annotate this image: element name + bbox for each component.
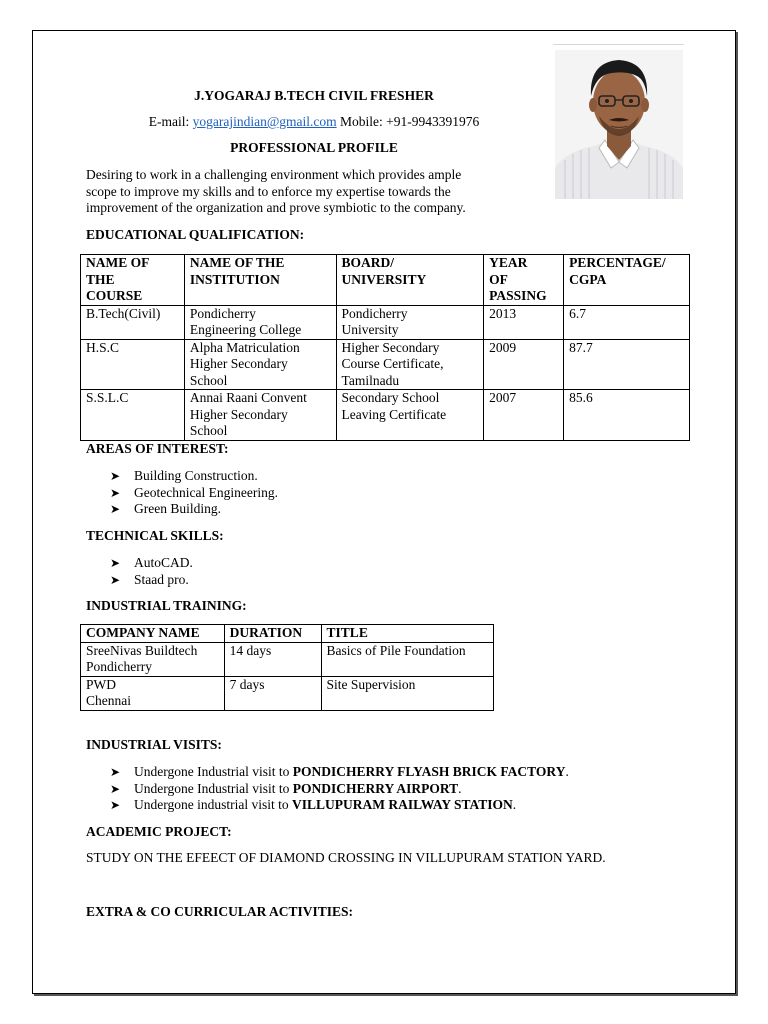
column-header: TITLE xyxy=(321,625,493,643)
table-row xyxy=(81,305,690,339)
table-row xyxy=(81,642,494,676)
photo-top-rule xyxy=(553,44,684,45)
profile-text-line: scope to improve my skills and to enforce my expertise towards the xyxy=(86,183,451,199)
profile-text-line: improvement of the organization and prove symbiotic to the company. xyxy=(86,200,466,215)
table-cell: S.S.L.C xyxy=(81,390,185,441)
list-item: ➤ Undergone Industrial visit to PONDICHERRY FLYASH BRICK FACTORY. xyxy=(110,764,569,779)
list-item: ➤ Green Building. xyxy=(110,501,221,516)
table-cell: Secondary School Leaving Certificate xyxy=(336,390,484,441)
table-cell: Site Supervision xyxy=(321,676,493,710)
skills-list xyxy=(110,555,193,588)
project-heading: ACADEMIC PROJECT: xyxy=(86,824,232,839)
table-cell: Alpha Matriculation Higher Secondary School xyxy=(184,339,336,390)
visits-list xyxy=(110,764,569,814)
list-item: ➤ Undergone Industrial visit to PONDICHERRY AIRPORT. xyxy=(110,780,462,796)
column-header: NAME OF THE INSTITUTION xyxy=(184,255,336,306)
list-item: ➤ AutoCAD. xyxy=(110,555,193,570)
training-heading: INDUSTRIAL TRAINING: xyxy=(86,598,247,613)
column-header: DURATION xyxy=(224,625,321,643)
profile-text xyxy=(86,167,546,217)
table-cell: 85.6 xyxy=(564,390,690,441)
table-cell: Pondicherry Engineering College xyxy=(184,305,336,339)
arrow-bullet-icon: ➤ xyxy=(110,798,121,812)
interests-list xyxy=(110,468,278,518)
table-cell: Annai Raani Convent Higher Secondary School xyxy=(184,390,336,441)
email-link[interactable]: yogarajindian@gmail.com xyxy=(192,114,337,129)
training-table xyxy=(80,624,494,711)
table-cell: 14 days xyxy=(224,642,321,676)
arrow-bullet-icon: ➤ xyxy=(110,502,121,516)
extra-heading: EXTRA & CO CURRICULAR ACTIVITIES: xyxy=(86,904,354,919)
column-header: BOARD/ UNIVERSITY xyxy=(336,255,484,306)
arrow-bullet-icon: ➤ xyxy=(110,469,121,483)
table-row xyxy=(81,339,690,390)
profile-photo xyxy=(555,50,683,199)
list-item: ➤ Staad pro. xyxy=(110,571,189,587)
education-heading: EDUCATIONAL QUALIFICATION: xyxy=(86,227,305,242)
email-label: E-mail: xyxy=(148,114,190,129)
arrow-bullet-icon: ➤ xyxy=(110,765,121,779)
table-cell: 6.7 xyxy=(564,305,690,339)
table-row xyxy=(81,676,494,710)
table-cell: 7 days xyxy=(224,676,321,710)
skills-heading: TECHNICAL SKILLS: xyxy=(86,528,224,543)
contact-line xyxy=(86,114,542,131)
table-cell: Basics of Pile Foundation xyxy=(321,642,493,676)
table-cell: Higher Secondary Course Certificate, Tamilnadu xyxy=(336,339,484,390)
table-cell: Pondicherry University xyxy=(336,305,484,339)
table-cell: 2013 xyxy=(484,305,564,339)
name-title: J.YOGARAJ B.TECH CIVIL FRESHER xyxy=(194,88,434,103)
column-header: NAME OF THE COURSE xyxy=(81,255,185,306)
table-cell: 2007 xyxy=(484,390,564,441)
column-header: PERCENTAGE/ CGPA xyxy=(564,255,690,306)
list-item: ➤ Undergone industrial visit to VILLUPURAM RAILWAY STATION. xyxy=(110,797,517,812)
table-cell: H.S.C xyxy=(81,339,185,390)
profile-text-line: Desiring to work in a challenging environment which provides ample xyxy=(86,167,462,182)
mobile-number: Mobile: +91-9943391976 xyxy=(340,114,480,129)
list-item: ➤ Geotechnical Engineering. xyxy=(110,484,278,500)
arrow-bullet-icon: ➤ xyxy=(110,556,121,570)
training-table-header xyxy=(81,625,494,643)
arrow-bullet-icon: ➤ xyxy=(110,485,121,500)
table-row xyxy=(81,390,690,441)
visits-heading: INDUSTRIAL VISITS: xyxy=(86,737,222,752)
project-text: STUDY ON THE EFEECT OF DIAMOND CROSSING IN VILLUPURAM STATION YARD. xyxy=(86,850,606,865)
column-header: YEAR OF PASSING xyxy=(484,255,564,306)
arrow-bullet-icon: ➤ xyxy=(110,781,121,796)
column-header: COMPANY NAME xyxy=(81,625,225,643)
table-cell: 2009 xyxy=(484,339,564,390)
profile-heading: PROFESSIONAL PROFILE xyxy=(230,140,398,155)
list-item: ➤ Building Construction. xyxy=(110,468,258,483)
table-cell: B.Tech(Civil) xyxy=(81,305,185,339)
table-cell: 87.7 xyxy=(564,339,690,390)
education-table-header xyxy=(81,255,690,306)
interests-heading: AREAS OF INTEREST: xyxy=(86,441,229,456)
profile-photo-illustration xyxy=(555,50,683,199)
education-table xyxy=(80,254,690,441)
table-cell: SreeNivas Buildtech Pondicherry xyxy=(81,642,225,676)
table-cell: PWD Chennai xyxy=(81,676,225,710)
arrow-bullet-icon: ➤ xyxy=(110,572,121,587)
